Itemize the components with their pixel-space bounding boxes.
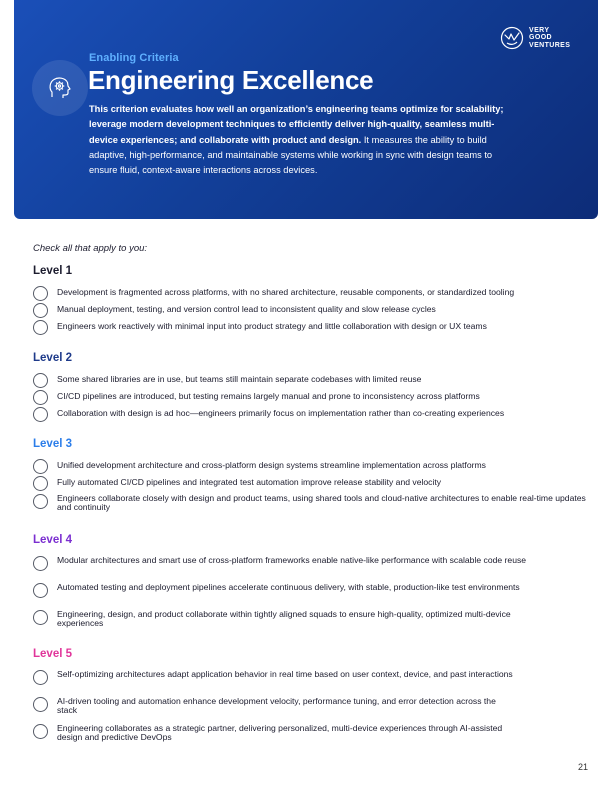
logo-line-1: VERY [529, 26, 550, 34]
item-text: Development is fragmented across platforms, with no shared architecture, reusable components, or standardized tooling [57, 287, 515, 297]
checklist-item[interactable] [33, 670, 593, 685]
logo-line-3: VENTURES [529, 41, 571, 49]
checkbox-circle[interactable] [33, 724, 48, 739]
checkbox-circle[interactable] [33, 407, 48, 422]
company-logo [500, 26, 570, 50]
item-text: CI/CD pipelines are introduced, but testing remains largely manual and prone to inconsistency across platforms [57, 391, 480, 401]
checklist-item[interactable] [33, 459, 593, 474]
item-text: Collaboration with design is ad hoc—engineers primarily focus on implementation rather than co-creating experiences [57, 408, 505, 418]
checklist-item[interactable] [33, 697, 593, 716]
description-rest: It measures the ability to build adaptive, high-performance, and maintainable systems while working in sync with design teams to ensure fluid, context-aware interactions across devices. [89, 134, 493, 176]
checklist-item[interactable] [33, 610, 593, 629]
item-text: Automated testing and deployment pipelines accelerate continuous delivery, with stable, production-like test environments [57, 582, 520, 592]
item-text: Engineers work reactively with minimal input into product strategy and little collaboration with design or UX teams [57, 321, 487, 331]
checkbox-circle[interactable] [33, 494, 48, 509]
checklist-item[interactable] [33, 407, 593, 422]
checklist-item[interactable] [33, 286, 593, 301]
item-text: Some shared libraries are in use, but teams still maintain separate codebases with limited reuse [57, 374, 422, 384]
item-text: Engineers collaborate closely with design and product teams, using shared tools and cloud-native architectures to enable real-time updates and continuity [57, 493, 586, 513]
item-text: AI-driven tooling and automation enhance development velocity, performance tuning, and error detection across the stack [57, 696, 496, 716]
checklist-item[interactable] [33, 494, 593, 513]
level-3-heading: Level 3 [33, 438, 72, 450]
checkbox-circle[interactable] [33, 286, 48, 301]
checkbox-circle[interactable] [33, 697, 48, 712]
logo-line-2: GOOD [529, 34, 552, 42]
checklist-item[interactable] [33, 373, 593, 388]
item-text: Engineering collaborates as a strategic partner, delivering personalized, multi-device experiences through AI-assisted design and predictive DevOps [57, 723, 503, 743]
section-kicker: Enabling Criteria [89, 52, 179, 64]
page-number: 21 [578, 762, 589, 772]
checklist-item[interactable] [33, 303, 593, 318]
checkbox-circle[interactable] [33, 373, 48, 388]
level-2-heading: Level 2 [33, 352, 72, 364]
checklist-item[interactable] [33, 320, 593, 335]
checkbox-circle[interactable] [33, 459, 48, 474]
item-text: Manual deployment, testing, and version control lead to inconsistent quality and slow release cycles [57, 304, 436, 314]
logo-wordmark [529, 27, 570, 50]
checkbox-circle[interactable] [33, 583, 48, 598]
checkbox-circle[interactable] [33, 320, 48, 335]
checklist-item[interactable] [33, 556, 593, 571]
checklist-item[interactable] [33, 724, 593, 743]
item-text: Unified development architecture and cross-platform design systems streamline implementation across platforms [57, 460, 486, 470]
logo-emblem-icon [500, 26, 524, 50]
description-bold: This criterion evaluates how well an organization’s engineering teams optimize for scalability; leverage modern development techniques to efficiently deliver high-quality, seamless multi-device experiences; and collaborate with product and design. [89, 104, 504, 145]
checklist-item[interactable] [33, 476, 593, 491]
page-title: Engineering Excellence [88, 65, 374, 95]
level-4-heading: Level 4 [33, 534, 72, 546]
checkbox-circle[interactable] [33, 390, 48, 405]
header-banner [14, 0, 598, 219]
level-1-heading: Level 1 [33, 265, 72, 277]
item-text: Self-optimizing architectures adapt application behavior in real time based on user context, device, and past interactions [57, 669, 513, 679]
item-text: Engineering, design, and product collaborate within tightly aligned squads to ensure high-quality, optimized multi-device experiences [57, 609, 511, 629]
checkbox-circle[interactable] [33, 670, 48, 685]
item-text: Fully automated CI/CD pipelines and integrated test automation improve release stability and velocity [57, 477, 442, 487]
checkbox-circle[interactable] [33, 556, 48, 571]
checkbox-circle[interactable] [33, 476, 48, 491]
level-5-heading: Level 5 [33, 648, 72, 660]
checklist-item[interactable] [33, 390, 593, 405]
criterion-description [89, 102, 514, 178]
checkbox-circle[interactable] [33, 610, 48, 625]
checklist-prompt: Check all that apply to you: [33, 243, 148, 254]
checklist-item[interactable] [33, 583, 593, 598]
checkbox-circle[interactable] [33, 303, 48, 318]
gear-head-icon [32, 60, 88, 116]
item-text: Modular architectures and smart use of cross-platform frameworks enable native-like performance with scalable code reuse [57, 555, 527, 565]
